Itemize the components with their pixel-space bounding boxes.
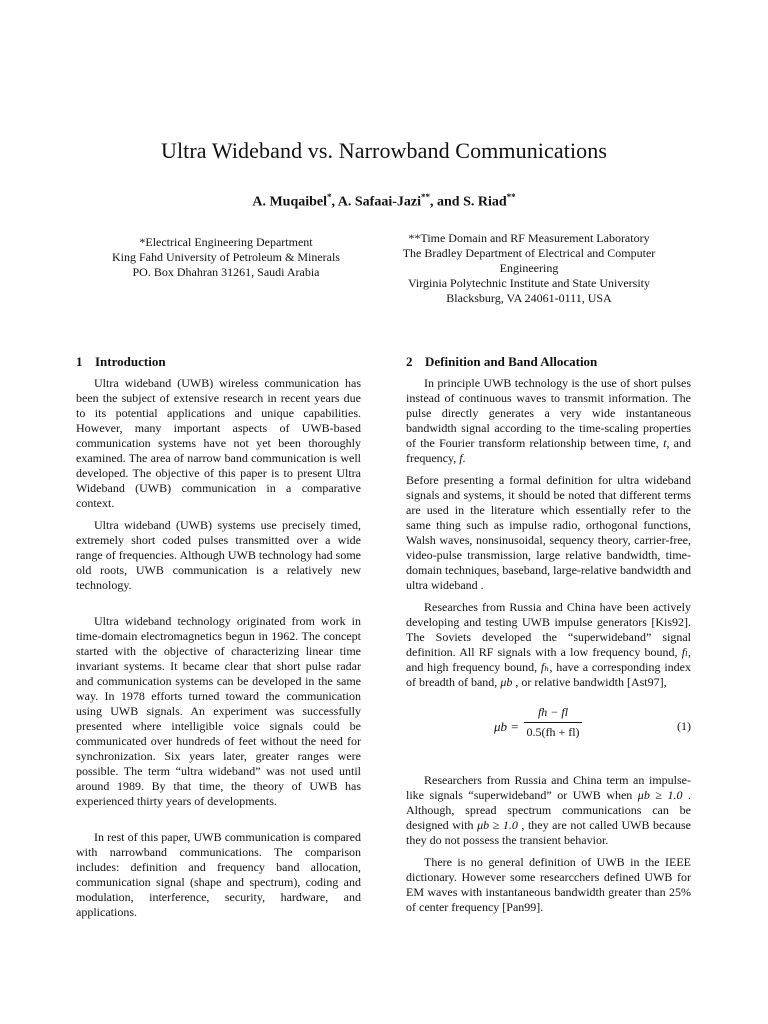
- paragraph: In principle UWB technology is the use of short pulses instead of continuous waves to transmit information. The pulse directly generates a very wide instantaneous bandwidth signal according to the time-scaling properties of the Fourier transform relationship between time, t, and frequency, f.: [406, 376, 691, 465]
- section-heading: [406, 354, 691, 369]
- affiliation-left: [100, 235, 352, 280]
- section-number: 1: [76, 354, 83, 369]
- affiliation-line: **Time Domain and RF Measurement Laboratory: [408, 231, 650, 245]
- paragraph: Before presenting a formal definition for ultra wideband signals and systems, it should be noted that different terms are used in the literature which essentially refer to the same thing such as impulse radio, orthogonal functions, Walsh waves, nonsinusoidal, sequency theory, carrier-free, video-pulse transmission, large relative bandwidth, time-domain techniques, baseband, large-relative bandwidth and ultra wideband .: [406, 473, 691, 592]
- affiliation-mark: **: [420, 192, 430, 202]
- math-var: fₕ: [540, 660, 550, 674]
- paragraph: Ultra wideband (UWB) wireless communication has been the subject of extensive research in recent years due to its potential applications and unique capabilities. However, many important aspects of UWB-based communication systems have not yet been thoroughly examined. The area of narrow band communication is well developed. The objective of this paper is to present Ultra Wideband (UWB) communication in a comparative context.: [76, 376, 361, 510]
- math-var: fₗ: [681, 645, 688, 659]
- paragraph: Researches from Russia and China have been actively developing and testing UWB impulse generators [Kis92]. The Soviets developed the “superwideband” signal definition. All RF signals with a low frequency bound, fₗ, and high frequency bound, fₕ, have a corresponding index of breadth of band, μb , or relative bandwidth [Ast97],: [406, 600, 691, 689]
- paragraph: There is no general definition of UWB in the IEEE dictionary. However some researcchers defined UWB for EM waves with instantaneous bandwidth greater than 25% of center frequency [Pan99].: [406, 855, 691, 914]
- section-number: 2: [406, 354, 413, 369]
- affiliation-line: Blacksburg, VA 24061-0111, USA: [446, 291, 612, 305]
- math-var: μb: [500, 675, 513, 689]
- column-right: [406, 354, 691, 922]
- math-var: f: [459, 451, 463, 465]
- author-name: A. Safaai-Jazi: [337, 194, 421, 210]
- section-title: Introduction: [95, 354, 166, 369]
- paragraph: Ultra wideband technology originated from work in time-domain electromagnetics begun in 1962. The concept started with the objective of characterizing linear time invariant systems. It became clear that short pulse radar and communication systems can be developed in the same way. In 1978 efforts turned toward the communication using UWB signals. An experiment was successfully presented where intelligible voice signals could be communicated over hundreds of feet without the need for synchronization. Six years later, greater ranges were possible. The term “ultra wideband” was not used until around 1989. By that time, the theory of UWB has experienced thirty years of developments.: [76, 614, 361, 808]
- affiliation-mark: **: [506, 192, 516, 202]
- math-inline: μb ≥ 1.0: [637, 788, 683, 802]
- author-name: S. Riad: [463, 194, 507, 210]
- equation-lhs: μb =: [494, 719, 520, 734]
- section-heading: [76, 354, 361, 369]
- paragraph: Ultra wideband (UWB) systems use precisely timed, extremely short coded pulses transmitted over a wide range of frequencies. Although UWB technology had some old roots, UWB communication is a relatively new technology.: [76, 518, 361, 592]
- author-separator: ,: [331, 194, 338, 210]
- affiliation-mark: *: [327, 192, 332, 202]
- equation-number: (1): [677, 719, 691, 733]
- equation-numerator: fh − fl: [524, 705, 582, 723]
- equation-1: [406, 697, 691, 763]
- author-name: A. Muqaibel: [252, 194, 328, 210]
- paper-title: Ultra Wideband vs. Narrowband Communications: [160, 138, 608, 163]
- equation-denominator: 0.5(fh + fl): [526, 725, 580, 739]
- math-inline: μb ≥ 1.0: [477, 818, 518, 832]
- author-list: [0, 192, 768, 211]
- section-title: Definition and Band Allocation: [425, 354, 598, 369]
- column-left: [76, 354, 361, 927]
- affiliation-line: King Fahd University of Petroleum & Minerals: [112, 250, 340, 264]
- affiliation-line: The Bradley Department of Electrical and Computer Engineering: [402, 246, 656, 275]
- paragraph: In rest of this paper, UWB communication is compared with narrowband communications. The comparison includes: definition and frequency band allocation, communication signal (shape and spectrum), coding and modulation, interference, security, hardware, and applications.: [76, 830, 361, 919]
- paragraph: Researchers from Russia and China term an impulse-like signals “superwideband” or UWB when μb ≥ 1.0 . Although, spread spectrum communications can be designed with μb ≥ 1.0 , they are not called UWB because they do not possess the transient behavior.: [406, 773, 692, 847]
- affiliation-right: [388, 231, 670, 306]
- author-separator: , and: [429, 194, 464, 210]
- equation-fraction: [524, 705, 582, 740]
- affiliation-line: PO. Box Dhahran 31261, Saudi Arabia: [132, 265, 320, 279]
- affiliation-line: *Electrical Engineering Department: [139, 235, 313, 249]
- affiliation-line: Virginia Polytechnic Institute and State University: [407, 276, 650, 290]
- math-var: t: [663, 436, 667, 450]
